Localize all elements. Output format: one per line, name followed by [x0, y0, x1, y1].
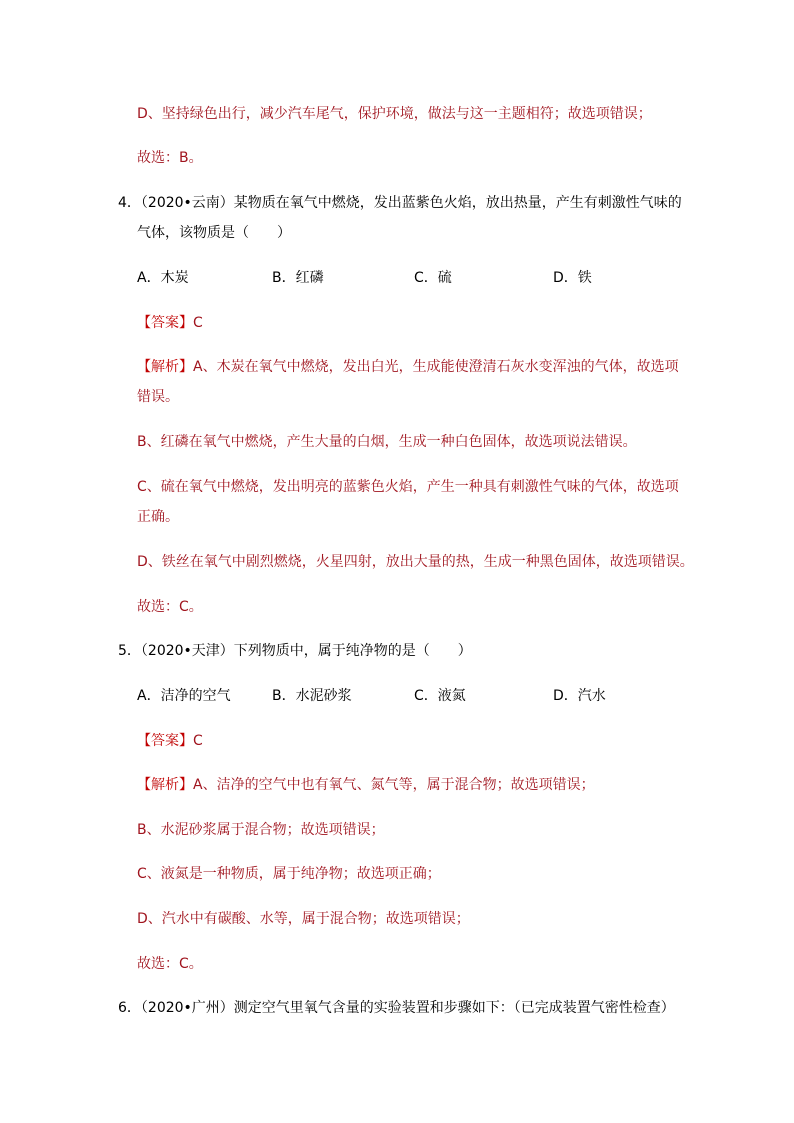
q4-analysis-d: D、铁丝在氧气中剧烈燃烧，火星四射，放出大量的热，生成一种黑色固体，故选项错误。 — [137, 554, 694, 570]
q4-analysis-c-line1: C、硫在氧气中燃烧，发出明亮的蓝紫色火焰，产生一种具有刺激性气味的气体，故选项 — [137, 479, 679, 495]
q5-answer — [137, 731, 203, 751]
q5-answer-label: 【答案】 — [137, 733, 193, 749]
q5-analysis-a — [137, 775, 595, 795]
q4-stem-line2: 气体，该物质是（ ） — [137, 225, 291, 241]
q5-stem: 5．（2020•天津）下列物质中，属于纯净物的是（ ） — [118, 643, 472, 659]
q4-option-d: D．铁 — [553, 270, 592, 286]
q5-answer-value: C — [193, 733, 203, 749]
q5-option-c: C．液氮 — [414, 688, 466, 704]
q5-option-a: A．洁净的空气 — [137, 688, 231, 704]
q4-answer — [137, 313, 203, 333]
q5-analysis-b: B、水泥砂浆属于混合物；故选项错误； — [137, 822, 385, 838]
q4-conclusion: 故选：C。 — [137, 599, 203, 615]
q4-analysis-label: 【解析】 — [137, 359, 193, 375]
q5-option-b: B．水泥砂浆 — [272, 688, 352, 704]
q4-analysis-a-line1 — [137, 357, 679, 377]
q4-analysis-b: B、红磷在氧气中燃烧，产生大量的白烟，生成一种白色固体，故选项说法错误。 — [137, 434, 637, 450]
q5-analysis-a-text: A、洁净的空气中也有氧气、氮气等，属于混合物；故选项错误； — [193, 777, 595, 793]
q5-option-d: D．汽水 — [553, 688, 606, 704]
q5-analysis-label: 【解析】 — [137, 777, 193, 793]
q5-analysis-d: D、汽水中有碳酸、水等，属于混合物；故选项错误； — [137, 911, 470, 927]
q4-answer-label: 【答案】 — [137, 315, 193, 331]
q4-option-b: B．红磷 — [272, 270, 324, 286]
q4-answer-value: C — [193, 315, 203, 331]
q5-analysis-c: C、液氮是一种物质，属于纯净物；故选项正确； — [137, 866, 441, 882]
q3-conclusion: 故选：B。 — [137, 150, 203, 166]
q4-option-a: A．木炭 — [137, 270, 189, 286]
q4-analysis-a-line2: 错误。 — [137, 389, 179, 405]
q6-stem: 6．（2020•广州）测定空气里氧气含量的实验装置和步骤如下：（已完成装置气密性检查） — [118, 1000, 675, 1016]
q4-analysis-c-line2: 正确。 — [137, 509, 179, 525]
q4-option-c: C．硫 — [414, 270, 452, 286]
q3-analysis-d: D、坚持绿色出行，减少汽车尾气，保护环境，做法与这一主题相符；故选项错误； — [137, 106, 652, 122]
q4-analysis-a-text: A、木炭在氧气中燃烧，发出白光，生成能使澄清石灰水变浑浊的气体，故选项 — [193, 359, 679, 375]
q5-conclusion: 故选：C。 — [137, 956, 203, 972]
q4-stem-line1: 4．（2020•云南）某物质在氧气中燃烧，发出蓝紫色火焰，放出热量，产生有刺激性气味的 — [118, 195, 682, 211]
